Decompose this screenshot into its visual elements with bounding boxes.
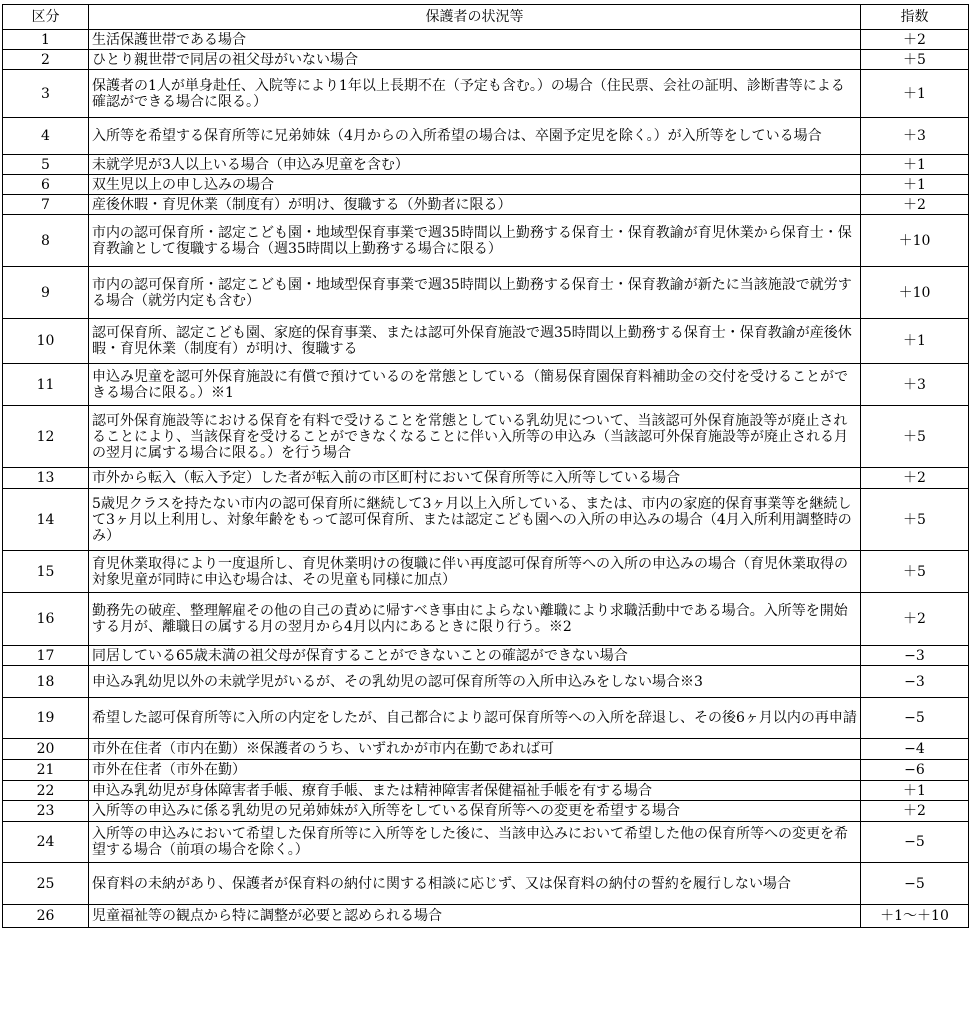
row-category: 2 bbox=[3, 50, 89, 70]
row-condition: 5歳児クラスを持たない市内の認可保育所に継続して3ヶ月以上入所している、または、市内の家庭的保育事業等を継続して3ヶ月以上利用し、対象年齢をもって認可保育所、または認定こども園への入所の申込みの場合（4月入所利用調整時のみ） bbox=[89, 489, 861, 551]
row-category: 12 bbox=[3, 406, 89, 468]
row-condition: 双生児以上の申し込みの場合 bbox=[89, 175, 861, 195]
row-condition: ひとり親世帯で同居の祖父母がいない場合 bbox=[89, 50, 861, 70]
row-condition: 産後休暇・育児休業（制度有）が明け、復職する（外勤者に限る） bbox=[89, 195, 861, 215]
row-points: ＋5 bbox=[861, 406, 969, 468]
row-points: ＋1 bbox=[861, 175, 969, 195]
table-row bbox=[3, 739, 969, 760]
row-points: ＋5 bbox=[861, 50, 969, 70]
row-points: −5 bbox=[861, 822, 969, 863]
table-row bbox=[3, 70, 969, 118]
table-row bbox=[3, 195, 969, 215]
table-row bbox=[3, 781, 969, 801]
row-condition: 認可外保育施設等における保育を有料で受けることを常態としている乳幼児について、当該認可外保育施設等が廃止されることにより、当該保育を受けることができなくなることに伴い入所等の申込み（当該認可外保育施設等が廃止される月の翌月に属する場合に限る。）を行う場合 bbox=[89, 406, 861, 468]
row-points: −4 bbox=[861, 739, 969, 760]
row-condition: 勤務先の破産、整理解雇その他の自己の責めに帰すべき事由によらない離職により求職活動中である場合。入所等を開始する月が、離職日の属する月の翌月から4月以内にあるときに限り行う。※2 bbox=[89, 593, 861, 646]
row-points: ＋5 bbox=[861, 551, 969, 593]
table-row bbox=[3, 118, 969, 155]
table-row bbox=[3, 551, 969, 593]
row-points: ＋2 bbox=[861, 30, 969, 50]
table-row bbox=[3, 698, 969, 739]
row-category: 13 bbox=[3, 468, 89, 489]
row-category: 16 bbox=[3, 593, 89, 646]
row-category: 10 bbox=[3, 319, 89, 364]
table-row bbox=[3, 406, 969, 468]
row-points: −3 bbox=[861, 646, 969, 666]
table-row bbox=[3, 863, 969, 905]
row-category: 4 bbox=[3, 118, 89, 155]
row-points: ＋5 bbox=[861, 489, 969, 551]
row-condition: 入所等を希望する保育所等に兄弟姉妹（4月からの入所希望の場合は、卒園予定児を除く。）が入所等をしている場合 bbox=[89, 118, 861, 155]
table-row bbox=[3, 155, 969, 175]
row-points: −6 bbox=[861, 760, 969, 781]
row-condition: 市内の認可保育所・認定こども園・地域型保育事業で週35時間以上勤務する保育士・保育教諭が育児休業から保育士・保育教諭として復職する場合（週35時間以上勤務する場合に限る） bbox=[89, 215, 861, 267]
row-category: 15 bbox=[3, 551, 89, 593]
row-category: 21 bbox=[3, 760, 89, 781]
table-row bbox=[3, 319, 969, 364]
row-points: ＋1 bbox=[861, 781, 969, 801]
row-condition: 未就学児が3人以上いる場合（申込み児童を含む） bbox=[89, 155, 861, 175]
header-condition: 保護者の状況等 bbox=[89, 5, 861, 30]
row-condition: 申込み児童を認可外保育施設に有償で預けているのを常態としている（簡易保育園保育料補助金の交付を受けることができる場合に限る。）※1 bbox=[89, 364, 861, 406]
row-category: 19 bbox=[3, 698, 89, 739]
table-row bbox=[3, 215, 969, 267]
row-condition: 申込み乳幼児が身体障害者手帳、療育手帳、または精神障害者保健福祉手帳を有する場合 bbox=[89, 781, 861, 801]
row-category: 17 bbox=[3, 646, 89, 666]
row-category: 23 bbox=[3, 801, 89, 822]
row-category: 11 bbox=[3, 364, 89, 406]
row-condition: 市外在住者（市内在勤）※保護者のうち、いずれかが市内在勤であれば可 bbox=[89, 739, 861, 760]
row-condition: 申込み乳幼児以外の未就学児がいるが、その乳幼児の認可保育所等の入所申込みをしない場合※3 bbox=[89, 666, 861, 698]
row-points: ＋10 bbox=[861, 215, 969, 267]
row-category: 26 bbox=[3, 905, 89, 928]
table-row bbox=[3, 646, 969, 666]
row-category: 14 bbox=[3, 489, 89, 551]
row-condition: 認可保育所、認定こども園、家庭的保育事業、または認可外保育施設で週35時間以上勤務する保育士・保育教諭が産後休暇・育児休業（制度有）が明け、復職する bbox=[89, 319, 861, 364]
table-row bbox=[3, 267, 969, 319]
row-category: 3 bbox=[3, 70, 89, 118]
row-category: 5 bbox=[3, 155, 89, 175]
row-category: 24 bbox=[3, 822, 89, 863]
row-points: ＋1 bbox=[861, 70, 969, 118]
header-points: 指数 bbox=[861, 5, 969, 30]
table-row bbox=[3, 468, 969, 489]
row-points: ＋1 bbox=[861, 319, 969, 364]
row-condition: 児童福祉等の観点から特に調整が必要と認められる場合 bbox=[89, 905, 861, 928]
row-condition: 生活保護世帯である場合 bbox=[89, 30, 861, 50]
points-table bbox=[2, 4, 969, 928]
table-row bbox=[3, 666, 969, 698]
table-row bbox=[3, 30, 969, 50]
table-row bbox=[3, 489, 969, 551]
row-category: 7 bbox=[3, 195, 89, 215]
row-category: 8 bbox=[3, 215, 89, 267]
row-points: ＋2 bbox=[861, 593, 969, 646]
row-condition: 育児休業取得により一度退所し、育児休業明けの復職に伴い再度認可保育所等への入所の申込みの場合（育児休業取得の対象児童が同時に申込む場合は、その児童も同様に加点） bbox=[89, 551, 861, 593]
row-points: ＋2 bbox=[861, 195, 969, 215]
row-condition: 市外から転入（転入予定）した者が転入前の市区町村において保育所等に入所等している場合 bbox=[89, 468, 861, 489]
row-category: 6 bbox=[3, 175, 89, 195]
row-points: ＋2 bbox=[861, 468, 969, 489]
row-category: 1 bbox=[3, 30, 89, 50]
row-condition: 市内の認可保育所・認定こども園・地域型保育事業で週35時間以上勤務する保育士・保育教諭が新たに当該施設で就労する場合（就労内定も含む） bbox=[89, 267, 861, 319]
row-condition: 希望した認可保育所等に入所の内定をしたが、自己都合により認可保育所等への入所を辞退し、その後6ヶ月以内の再申請 bbox=[89, 698, 861, 739]
table-row bbox=[3, 801, 969, 822]
table-row bbox=[3, 822, 969, 863]
row-points: ＋1 bbox=[861, 155, 969, 175]
row-points: ＋10 bbox=[861, 267, 969, 319]
row-points: ＋3 bbox=[861, 118, 969, 155]
row-points: ＋2 bbox=[861, 801, 969, 822]
table-row bbox=[3, 760, 969, 781]
row-category: 18 bbox=[3, 666, 89, 698]
row-category: 22 bbox=[3, 781, 89, 801]
header-category: 区分 bbox=[3, 5, 89, 30]
row-condition: 市外在住者（市外在勤） bbox=[89, 760, 861, 781]
row-points: ＋3 bbox=[861, 364, 969, 406]
row-condition: 入所等の申込みに係る乳幼児の兄弟姉妹が入所等をしている保育所等への変更を希望する場合 bbox=[89, 801, 861, 822]
row-condition: 入所等の申込みにおいて希望した保育所等に入所等をした後に、当該申込みにおいて希望した他の保育所等への変更を希望する場合（前項の場合を除く。） bbox=[89, 822, 861, 863]
table-body bbox=[3, 30, 969, 928]
row-condition: 同居している65歳未満の祖父母が保育することができないことの確認ができない場合 bbox=[89, 646, 861, 666]
row-condition: 保育料の未納があり、保護者が保育料の納付に関する相談に応じず、又は保育料の納付の誓約を履行しない場合 bbox=[89, 863, 861, 905]
table-row bbox=[3, 905, 969, 928]
table-row bbox=[3, 364, 969, 406]
row-points: −5 bbox=[861, 863, 969, 905]
row-category: 20 bbox=[3, 739, 89, 760]
row-category: 9 bbox=[3, 267, 89, 319]
row-points: ＋1～＋10 bbox=[861, 905, 969, 928]
table-row bbox=[3, 593, 969, 646]
row-points: −5 bbox=[861, 698, 969, 739]
row-points: −3 bbox=[861, 666, 969, 698]
row-condition: 保護者の1人が単身赴任、入院等により1年以上長期不在（予定も含む。）の場合（住民票、会社の証明、診断書等による確認ができる場合に限る。） bbox=[89, 70, 861, 118]
row-category: 25 bbox=[3, 863, 89, 905]
header-row bbox=[3, 5, 969, 30]
table-row bbox=[3, 175, 969, 195]
table-row bbox=[3, 50, 969, 70]
